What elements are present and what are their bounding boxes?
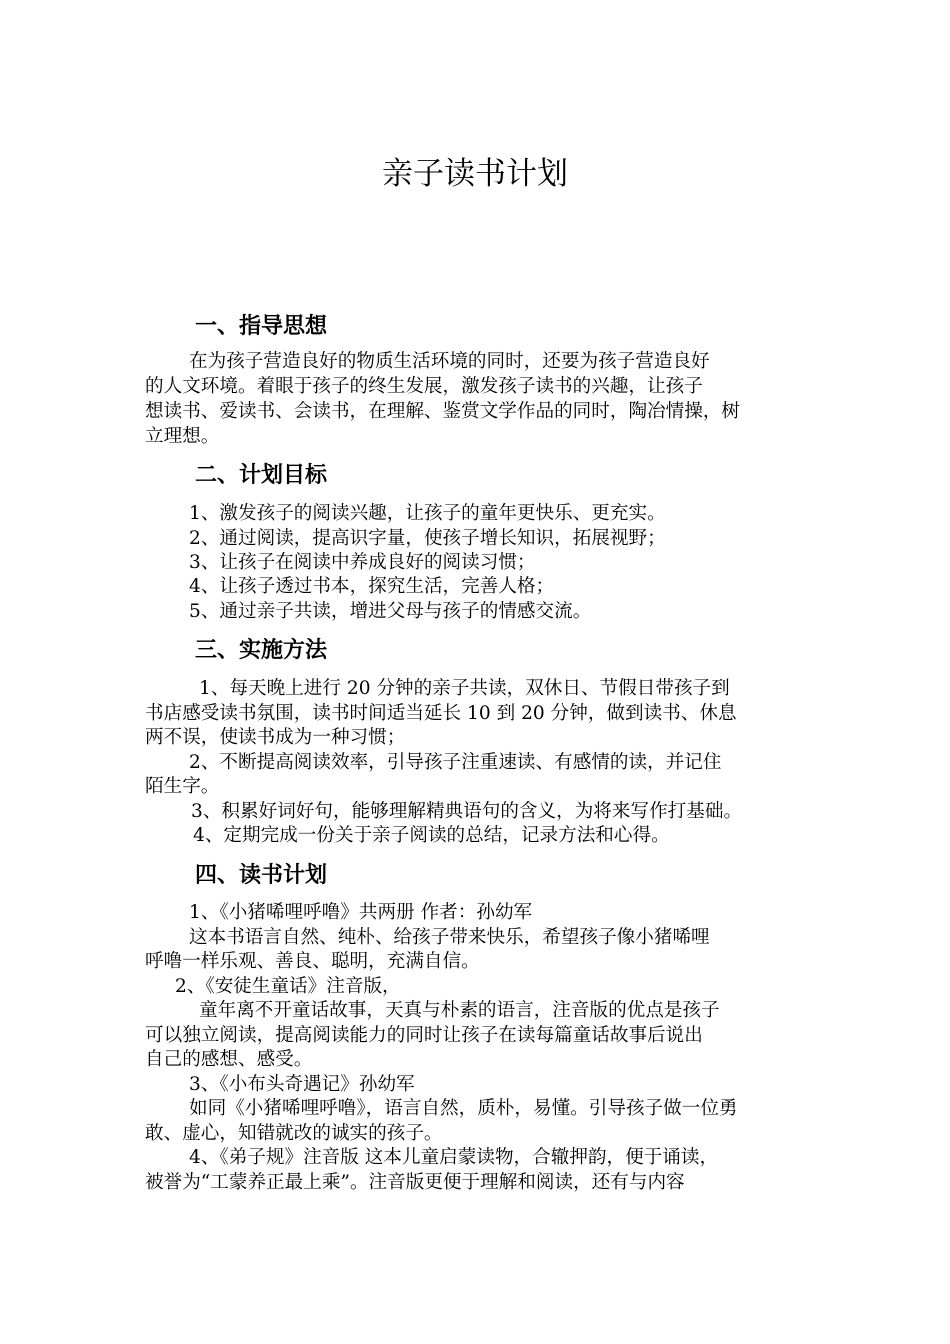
book-entry: 1、《小猪唏哩呼噜》共两册 作者：孙幼军 bbox=[189, 902, 533, 923]
list-item: 1、激发孩子的阅读兴趣，让孩子的童年更快乐、更充实。 bbox=[189, 503, 666, 524]
paragraph-line: 想读书、爱读书、会读书，在理解、鉴赏文学作品的同时，陶冶情操，树 bbox=[145, 401, 741, 422]
paragraph-line: 1、每天晚上进行 20 分钟的亲子共读，双休日、节假日带孩子到 bbox=[199, 678, 730, 699]
paragraph-line: 被誉为“工蒙养正最上乘”。注音版更便于理解和阅读，还有与内容 bbox=[145, 1172, 685, 1193]
list-item: 5、通过亲子共读，增进父母与孩子的情感交流。 bbox=[189, 601, 592, 622]
paragraph-line: 自己的感想、感受。 bbox=[145, 1049, 313, 1070]
paragraph-line: 2、不断提高阅读效率，引导孩子注重速读、有感情的读，并记住 bbox=[189, 752, 722, 773]
section-heading-guiding-thought: 一、指导思想 bbox=[195, 314, 328, 339]
section-heading-plan-goals: 二、计划目标 bbox=[195, 463, 328, 488]
paragraph-line: 的人文环境。着眼于孩子的终生发展，激发孩子读书的兴趣，让孩子 bbox=[145, 376, 703, 397]
paragraph-line: 陌生字。 bbox=[145, 776, 220, 797]
list-item: 3、让孩子在阅读中养成良好的阅读习惯； bbox=[189, 552, 536, 573]
paragraph-line: 如同《小猪唏哩呼噜》，语言自然，质朴，易懂。引导孩子做一位勇 bbox=[189, 1098, 738, 1119]
paragraph-line: 可以独立阅读，提高阅读能力的同时让孩子在读每篇童话故事后说出 bbox=[145, 1025, 703, 1046]
book-entry: 2、《安徒生童话》注音版， bbox=[175, 976, 401, 997]
list-item: 4、让孩子透过书本，探究生活，完善人格； bbox=[189, 576, 555, 597]
paragraph-line: 3、积累好词好句，能够理解精典语句的含义，为将来写作打基础。 bbox=[191, 801, 743, 822]
paragraph-line: 立理想。 bbox=[145, 426, 220, 447]
list-item: 2、通过阅读，提高识字量，使孩子增长知识，拓展视野； bbox=[189, 528, 666, 549]
book-entry: 3、《小布头奇遇记》孙幼军 bbox=[189, 1074, 415, 1095]
book-entry: 4、《弟子规》注音版 这本儿童启蒙读物，合辙押韵，便于诵读， bbox=[189, 1147, 719, 1168]
paragraph-line: 4、定期完成一份关于亲子阅读的总结，记录方法和心得。 bbox=[193, 825, 670, 846]
paragraph-line: 童年离不开童话故事，天真与朴素的语言，注音版的优点是孩子 bbox=[199, 1000, 720, 1021]
page-title: 亲子读书计划 bbox=[382, 156, 568, 192]
section-heading-implementation: 三、实施方法 bbox=[195, 638, 328, 663]
paragraph-line: 这本书语言自然、纯朴、给孩子带来快乐，希望孩子像小猪唏哩 bbox=[189, 927, 710, 948]
paragraph-line: 呼噜一样乐观、善良、聪明，充满自信。 bbox=[145, 951, 480, 972]
paragraph-line: 书店感受读书氛围，读书时间适当延长 10 到 20 分钟，做到读书、休息 bbox=[145, 703, 737, 724]
paragraph-line: 在为孩子营造良好的物质生活环境的同时，还要为孩子营造良好 bbox=[189, 351, 710, 372]
section-heading-reading-plan: 四、读书计划 bbox=[195, 863, 328, 888]
paragraph-line: 两不误，使读书成为一种习惯； bbox=[145, 727, 406, 748]
paragraph-line: 敢、虚心，知错就改的诚实的孩子。 bbox=[145, 1123, 443, 1144]
